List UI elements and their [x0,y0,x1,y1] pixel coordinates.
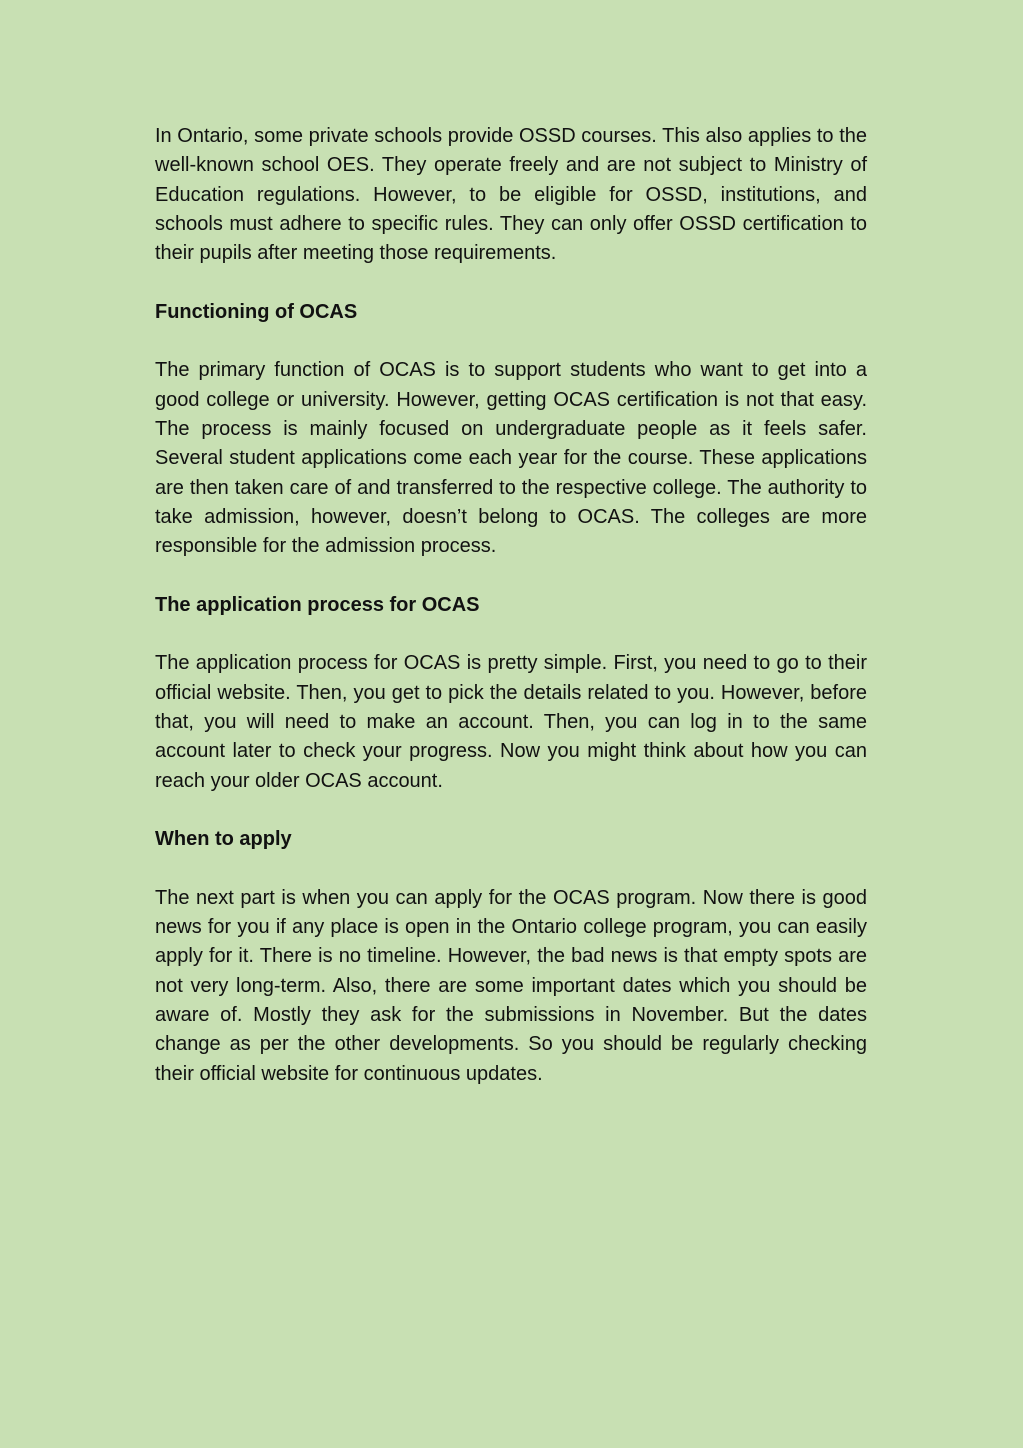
section-paragraph-functioning-of-ocas: The primary function of OCAS is to support students who want to get into a good college or university. However, getting OCAS certification is not that easy. The process is mainly focused on undergraduate people as it feels safer. Several student applications come each year for the course. These applications are then taken care of and transferred to the respective college. The authority to take admission, however, doesn’t belong to OCAS. The colleges are more responsible for the admission process. [155,359,867,558]
section-heading-functioning-of-ocas: Functioning of OCAS [155,300,358,323]
section-heading-when-to-apply: When to apply [155,828,292,851]
intro-paragraph: In Ontario, some private schools provide OSSD courses. This also applies to the well-known school OES. They operate freely and are not subject to Ministry of Education regulations. However, to be eligible for OSSD, institutions, and schools must adhere to specific rules. They can only offer OSSD certification to their pupils after meeting those requirements. [155,125,867,265]
section-paragraph-application-process: The application process for OCAS is pretty simple. First, you need to go to their official website. Then, you get to pick the details related to you. However, before that, you will need to make an account. Then, you can log in to the same account later to check your progress. Now you might think about how you can reach your older OCAS account. [155,652,867,792]
section-paragraph-when-to-apply: The next part is when you can apply for the OCAS program. Now there is good news for you if any place is open in the Ontario college program, you can easily apply for it. There is no timeline. However, the bad news is that empty spots are not very long-term. Also, there are some important dates which you should be aware of. Mostly they ask for the submissions in November. But the dates change as per the other developments. So you should be regularly checking their official website for continuous updates. [155,886,867,1085]
section-heading-application-process: The application process for OCAS [155,593,480,616]
